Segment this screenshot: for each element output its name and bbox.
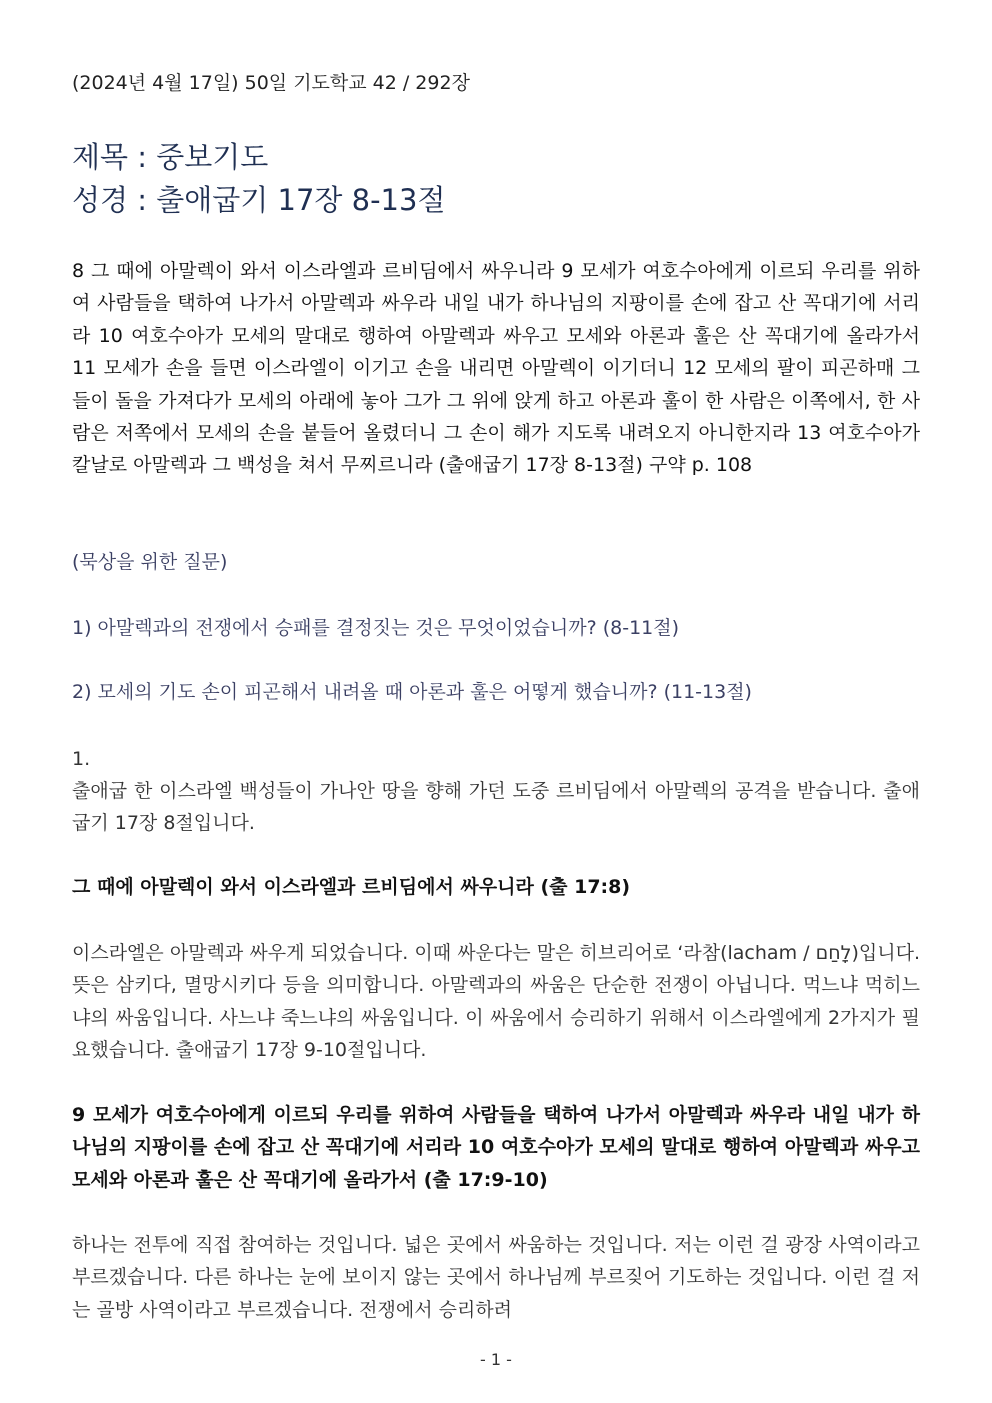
meditation-question-2: 2) 모세의 기도 손이 피곤해서 내려올 때 아론과 훌은 어떻게 했습니까? (11-13절) xyxy=(72,681,752,703)
sermon-title: 제목 : 중보기도 xyxy=(72,140,269,174)
scripture-reference-title: 성경 : 출애굽기 17장 8-13절 xyxy=(72,183,446,217)
scripture-passage: 8 그 때에 아말렉이 와서 이스라엘과 르비딤에서 싸우니라 9 모세가 여호수아에게 이르되 우리를 위하여 사람들을 택하여 나가서 아말렉과 싸우라 내일 내가 하나님의 지팡이를 손에 잡고 산 꼭대기에 서리라 10 여호수아가 모세의 말대로 행하여 아말렉과 싸우고 모세와 아론과 훌은 산 꼭대기에 올라가서 11 모세가 손을 들면 이스라엘이 이기고 손을 내리면 아말렉이 이기더니 12 모세의 팔이 피곤하매 그들이 돌을 가져다가 모세의 아래에 놓아 그가 그 위에 앉게 하고 아론과 훌이 한 사람은 이쪽에서, 한 사람은 저쪽에서 모세의 손을 붙들어 올렸더니 그 손이 해가 지도록 내려오지 아니한지라 13 여호수아가 칼날로 아말렉과 그 백성을 쳐서 무찌르니라 (출애굽기 17장 8-13절) 구약 p. 108 xyxy=(72,260,920,477)
date-header: (2024년 4월 17일) 50일 기도학교 42 / 292장 xyxy=(72,72,470,94)
meditation-label: (묵상을 위한 질문) xyxy=(72,551,228,573)
page-number: - 1 - xyxy=(480,1350,512,1369)
scripture-quote-1: 그 때에 아말렉이 와서 이스라엘과 르비딤에서 싸우니라 (출 17:8) xyxy=(72,876,631,898)
scripture-quote-2: 9 모세가 여호수아에게 이르되 우리를 위하여 사람들을 택하여 나가서 아말렉과 싸우라 내일 내가 하나님의 지팡이를 손에 잡고 산 꼭대기에 서리라 10 여호수아가 모세의 말대로 행하여 아말렉과 싸우고 모세와 아론과 훌은 산 꼭대기에 올라가서 (출 17:9-10) xyxy=(72,1104,920,1191)
body-paragraph-1: 출애굽 한 이스라엘 백성들이 가나안 땅을 향해 가던 도중 르비딤에서 아말렉의 공격을 받습니다. 출애굽기 17장 8절입니다. xyxy=(72,780,920,835)
meditation-question-1: 1) 아말렉과의 전쟁에서 승패를 결정짓는 것은 무엇이었습니까? (8-11절) xyxy=(72,617,680,639)
section-number: 1. xyxy=(72,748,91,770)
body-paragraph-2: 이스라엘은 아말렉과 싸우게 되었습니다. 이때 싸운다는 말은 히브리어로 ‘라참(lacham / לָחַם)입니다. 뜻은 삼키다, 멸망시키다 등을 의미합니다. 아말렉과의 싸움은 단순한 전쟁이 아닙니다. 먹느냐 먹히느냐의 싸움입니다. 사느냐 죽느냐의 싸움입니다. 이 싸움에서 승리하기 위해서 이스라엘에게 2가지가 필요했습니다. 출애굽기 17장 9-10절입니다. xyxy=(72,942,920,1062)
body-paragraph-3: 하나는 전투에 직접 참여하는 것입니다. 넓은 곳에서 싸움하는 것입니다. 저는 이런 걸 광장 사역이라고 부르겠습니다. 다른 하나는 눈에 보이지 않는 곳에서 하나님께 부르짖어 기도하는 것입니다. 이런 걸 저는 골방 사역이라고 부르겠습니다. 전쟁에서 승리하려 xyxy=(72,1234,921,1321)
